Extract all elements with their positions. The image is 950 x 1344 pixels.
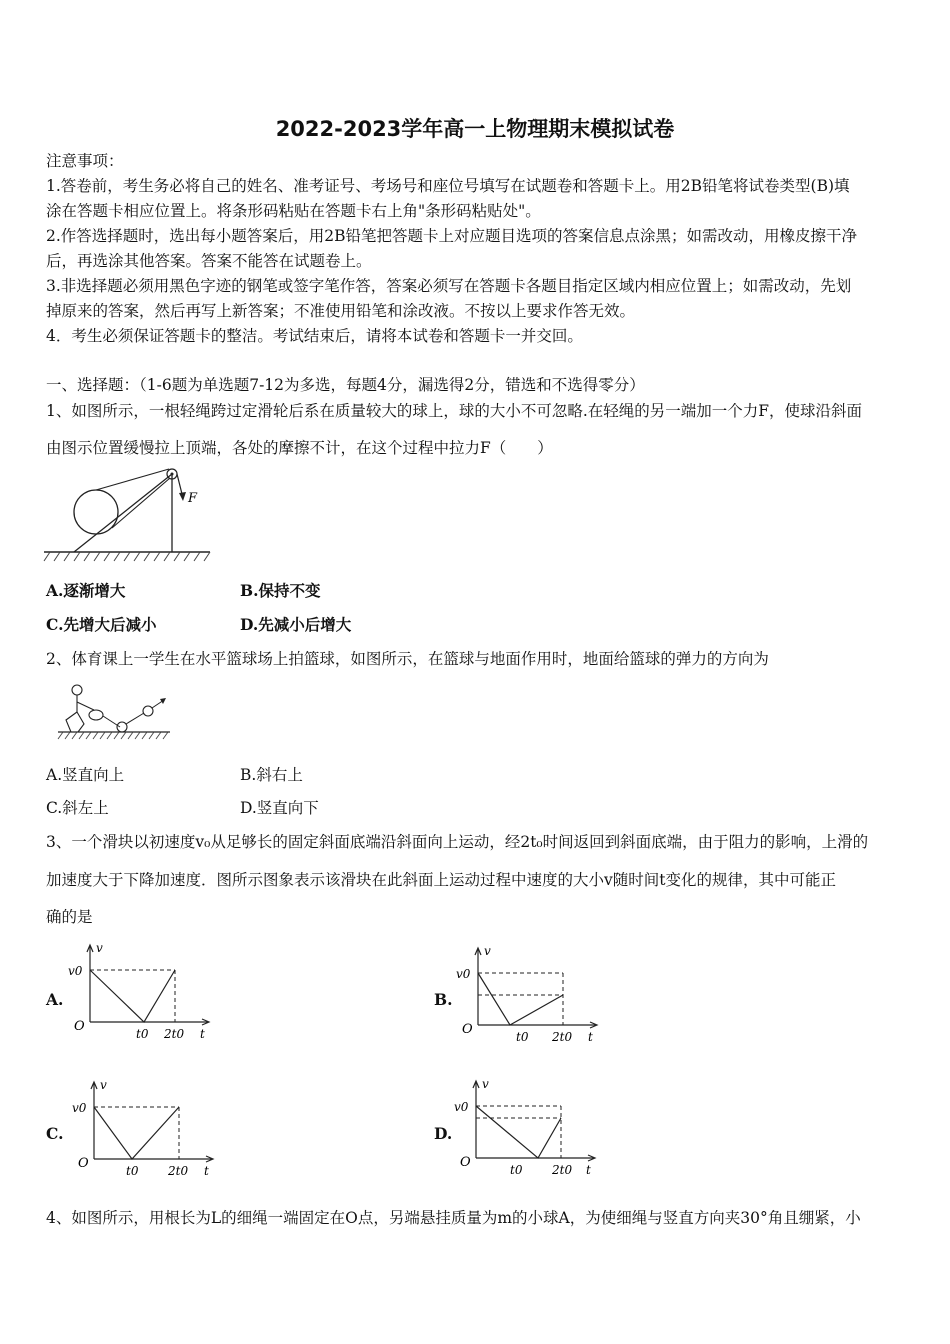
origin-label: O — [460, 1155, 471, 1170]
t-axis-label: t — [586, 1163, 591, 1177]
notice-line: 3.非选择题必须用黑色字迹的钢笔或签字笔作答，答案必须写在答题卡各题目指定区域内相应位置上；如需改动，先划 — [46, 277, 852, 295]
page-title: 2022-2023学年高一上物理期末模拟试卷 — [275, 117, 675, 141]
option-c[interactable]: C.先增大后减小 — [46, 615, 157, 634]
vt-graph-c — [72, 1077, 222, 1182]
v-axis-label: v — [482, 1077, 489, 1091]
2t0-label: 2t0 — [552, 1163, 573, 1177]
option-d[interactable]: D. — [434, 1124, 453, 1143]
vt-graph-b — [456, 943, 606, 1048]
notice-line: 2.作答选择题时，选出每小题答案后，用2B铅笔把答题卡上对应题目选项的答案信息点涂黑；如需改动，用橡皮擦干净 — [46, 227, 858, 245]
question-1-stem: 1、如图所示，一根轻绳跨过定滑轮后系在质量较大的球上，球的大小不可忽略.在轻绳的另一端加一个力F，使球沿斜面 — [46, 402, 863, 420]
v0-label: v0 — [456, 967, 471, 981]
2t0-label: 2t0 — [168, 1164, 189, 1178]
option-d[interactable]: D.先减小后增大 — [240, 615, 352, 634]
option-b[interactable]: B.斜右上 — [240, 766, 303, 784]
v0-label: v0 — [72, 1101, 87, 1115]
section-heading: 一、选择题：（1-6题为单选题7-12为多选，每题4分，漏选得2分，错选和不选得零分） — [46, 376, 645, 394]
option-a[interactable]: A.逐渐增大 — [46, 581, 126, 600]
v-axis-label: v — [96, 941, 103, 955]
vt-graph-a — [68, 940, 218, 1045]
option-d[interactable]: D.竖直向下 — [240, 799, 319, 817]
option-c[interactable]: C.斜左上 — [46, 799, 109, 817]
t-axis-label: t — [588, 1030, 593, 1044]
option-a[interactable]: A.竖直向上 — [46, 766, 125, 784]
t0-label: t0 — [510, 1163, 523, 1177]
option-c[interactable]: C. — [46, 1124, 64, 1143]
v0-label: v0 — [68, 964, 83, 978]
v-axis-label: v — [484, 944, 491, 958]
2t0-label: 2t0 — [552, 1030, 573, 1044]
t0-label: t0 — [126, 1164, 139, 1178]
option-a[interactable]: A. — [46, 990, 64, 1009]
v-axis-label: v — [100, 1078, 107, 1092]
notice-line: 4．考生必须保证答题卡的整洁。考试结束后，请将本试卷和答题卡一并交回。 — [46, 327, 583, 345]
t0-label: t0 — [516, 1030, 529, 1044]
v0-label: v0 — [454, 1100, 469, 1114]
question-3-stem: 加速度大于下降加速度．图所示图象表示该滑块在此斜面上运动过程中速度的大小v随时间t变化的规律，其中可能正 — [46, 871, 836, 889]
notice-line: 1.答卷前，考生务必将自己的姓名、准考证号、考场号和座位号填写在试题卷和答题卡上。用2B铅笔将试卷类型(B)填 — [46, 177, 850, 195]
question-1-stem: 由图示位置缓慢拉上顶端，各处的摩擦不计，在这个过程中拉力F（ ） — [46, 439, 553, 457]
vt-graph-d — [454, 1076, 604, 1181]
basketball-figure — [58, 680, 178, 740]
question-4-stem: 4、如图所示，用根长为L的细绳一端固定在O点，另端悬挂质量为m的小球A，为使细绳与竖直方向夹30°角且绷紧，小 — [46, 1209, 861, 1227]
question-2-stem: 2、体育课上一学生在水平篮球场上拍篮球，如图所示，在篮球与地面作用时，地面给篮球的弹力的方向为 — [46, 650, 769, 668]
question-3-stem: 3、一个滑块以初速度v₀从足够长的固定斜面底端沿斜面向上运动，经2t₀时间返回到斜面底端，由于阻力的影响，上滑的 — [46, 833, 869, 851]
origin-label: O — [78, 1156, 89, 1171]
t0-label: t0 — [136, 1027, 149, 1041]
pulley-incline-figure — [44, 466, 214, 566]
notice-heading: 注意事项： — [46, 152, 124, 170]
origin-label: O — [462, 1022, 473, 1037]
option-b[interactable]: B.保持不变 — [240, 581, 321, 600]
option-b[interactable]: B. — [434, 990, 453, 1009]
notice-line: 掉原来的答案，然后再写上新答案；不准使用铅笔和涂改液。不按以上要求作答无效。 — [46, 302, 636, 320]
t-axis-label: t — [200, 1027, 205, 1041]
question-3-stem: 确的是 — [46, 908, 93, 926]
force-label: F — [188, 491, 198, 506]
origin-label: O — [74, 1019, 85, 1034]
notice-line: 涂在答题卡相应位置上。将条形码粘贴在答题卡右上角"条形码粘贴处"。 — [46, 202, 541, 220]
t-axis-label: t — [204, 1164, 209, 1178]
2t0-label: 2t0 — [164, 1027, 185, 1041]
notice-line: 后，再选涂其他答案。答案不能答在试题卷上。 — [46, 252, 372, 270]
